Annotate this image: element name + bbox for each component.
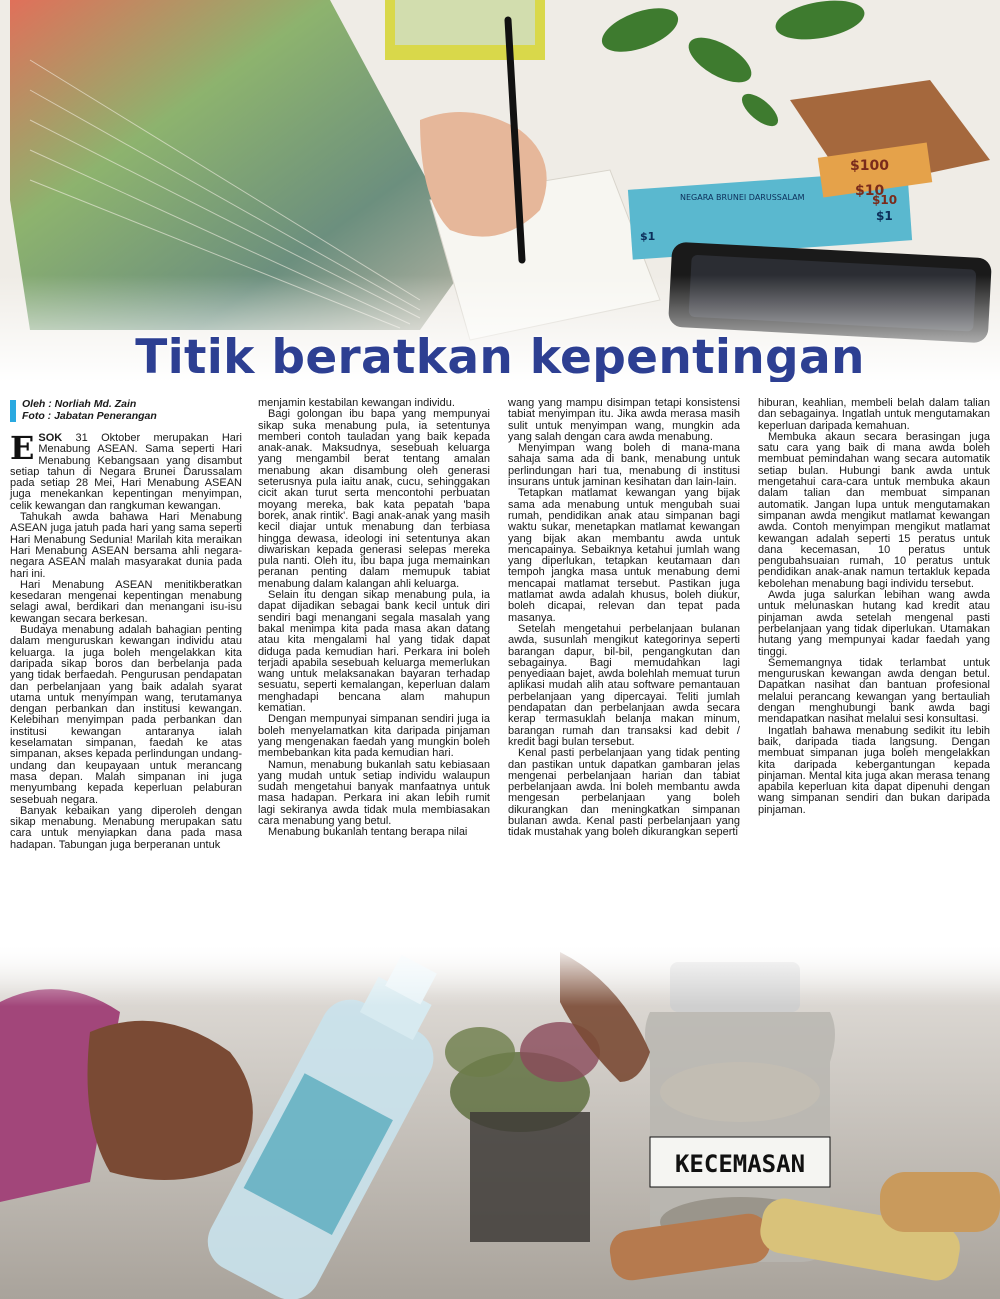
paragraph: Awda juga salurkan lebihan wang awda untuk melunaskan hutang kad kredit atau pinjaman awda setelah mengenal pasti perbelanjaan yang tidak diperlukan. Utamakan hutang yang mempunyai kadar faedah yang tinggi. [758, 589, 990, 658]
article-column-4 [758, 398, 990, 816]
paragraph [10, 429, 242, 512]
article-column-2 [258, 398, 490, 839]
paragraph: Ingatlah bahawa menabung sedikit itu lebih baik, daripada tiada langsung. Dengan membuat simpanan juga boleh mengelakkan kita daripada kebergantungan kepada pinjaman. Mental kita juga akan merasa tenang apabila keperluan kita dapat dipenuhi dengan wang simpanan sendiri dan bukan daripada pinjaman. [758, 724, 990, 816]
paragraph: menjamin kestabilan kewangan individu. [258, 397, 455, 409]
photo-credit: Foto : Jabatan Penerangan [22, 410, 157, 422]
bottom-photo-illustration [0, 942, 1000, 1299]
paragraph: Kenal pasti perbelanjaan yang tidak penting dan pastikan untuk dapatkan gambaran jelas mengenai perbelanjaan harian dan tabiat perbelanjaan awda. Ini boleh membantu awda mengesan perbelanjaan yang boleh dikurangkan dan meningkatkan simpanan bulanan awda. Kenal pasti perbelanjaan yang tidak mustahak yang boleh dikurangkan seperti [508, 747, 740, 839]
paragraph: Tetapkan matlamat kewangan yang bijak sama ada menabung untuk mengubah suai rumah, pendidikan anak atau simpanan bagi waktu sukar, menetapkan matlamat kewangan yang bijak akan membantu awda untuk mencapainya. Sebaiknya ketahui jumlah wang yang diperlukan, tetapkan keutamaan dan tempoh jangka masa untuk menabung demi mencapai matlamat tersebut. Pastikan juga matlamat awda adalah khusus, boleh diukur, boleh dicapai, relevan dan tepat pada masanya. [508, 487, 740, 624]
paragraph: Hari Menabung ASEAN menitikberatkan kesedaran mengenai kepentingan menabung selagi awal, berdikari dan menangani isu-isu kewangan secara berkesan. [10, 578, 242, 625]
paragraph: hiburan, keahlian, membeli belah dalam talian dan sebagainya. Ingatlah untuk mengutamakan keperluan daripada kemahuan. [758, 397, 990, 432]
paragraph-text: 31 Oktober merupakan Hari Menabung ASEAN. Sama seperti Hari Menabung Kebangsaan yang disambut setiap tahun di Negara Brunei Darussalam pada setiap 28 Mei, Hari Menabung ASEAN juga menekankan kepentingan menyimpan, celik kewangan dan rangkuman kewangan. [10, 432, 242, 512]
article-column-1 [10, 429, 242, 851]
paragraph: Menyimpan wang boleh di mana-mana sahaja sama ada di bank, menabung untuk perlindungan hari tua, menabung di institusi insurans untuk jaminan kesihatan dan lain-lain. [508, 442, 740, 489]
paragraph: Membuka akaun secara berasingan juga satu cara yang baik di mana awda boleh membuat pemindahan wang secara automatik setiap bulan. Hubungi bank awda untuk mengetahui cara-cara untuk membuka akaun dalam talian dan membuat simpanan automatik. Jangan lupa untuk mengutamakan simpanan awda mengikut matlamat kewangan awda. Contoh menyimpan mengikut matlamat kewangan adalah seperti 15 peratus untuk dana kecemasan, 10 peratus untuk pengubahsuaian rumah, 10 peratus untuk pendidikan anak-anak namun tertakluk kepada kebolehan menabung bagi individu tersebut. [758, 430, 990, 590]
paragraph: Budaya menabung adalah bahagian penting dalam menguruskan kewangan individu atau keluarga. Ia juga boleh mengelakkan kita daripada sikap boros dan berbelanja pada yang tidak berfaedah. Pengurusan pendapatan dan perbelanjaan yang baik adalah syarat utama untuk menyimpan wang, terutamanya dengan perbankan dan institusi kewangan. Kelebihan menyimpan pada perbankan dan institusi kewangan antaranya ialah keselamatan simpanan, faedah ke atas simpanan, akses kepada perlindungan undang-undang dan keupayaan untuk merancang masa depan. Malah simpanan ini juga menyumbang kepada keperluan pelaburan sesebuah negara. [10, 624, 242, 806]
headline: Titik beratkan kepentingan [135, 330, 865, 382]
byline [10, 398, 242, 422]
author-credit: Oleh : Norliah Md. Zain [22, 398, 137, 410]
paragraph: Banyak kebaikan yang diperoleh dengan sikap menabung. Menabung merupakan satu cara untuk menyiapkan dana pada masa hadapan. Tabungan juga berperanan untuk [10, 804, 242, 851]
paragraph: Sememangnya tidak terlambat untuk menguruskan kewangan awda dengan betul. Dapatkan nasihat dan bantuan profesional melalui perancang kewangan yang bertauliah dengan menghubungi bank awda bagi mendapatkan nasihat melalui sesi konsultasi. [758, 656, 990, 726]
paragraph: Dengan mempunyai simpanan sendiri juga ia boleh menyelamatkan kita daripada pinjaman yang mengenakan faedah yang mungkin boleh membebankan kita pada kemudian hari. [258, 713, 490, 760]
paragraph: Namun, menabung bukanlah satu kebiasaan yang mudah untuk setiap individu walaupun sudah mengetahui banyak manfaatnya untuk masa hadapan. Perkara ini akan lebih rumit lagi sekiranya awda tidak mula membiasakan cara menabung yang betul. [258, 758, 490, 827]
byline-accent-bar [10, 400, 16, 422]
article-column-3 [508, 398, 740, 839]
paragraph: Bagi golongan ibu bapa yang mempunyai sikap suka menabung pula, ia setentunya memberi contoh tauladan yang baik kepada anak-anak. Maksudnya, sesebuah keluarga yang mengambil berat tentang amalan menabung akan disambung oleh generasi seterusnya pula iaitu anak, cucu, sehinggakan cicit akan turut serta mencontohi perbuatan moyang mereka, bak kata pepatah 'bapa borek, anak rintik'. Bagi anak-anak yang masih kecil diajar untuk menabung dan terbiasa hingga dewasa, ideologi ini setentunya akan diwariskan kepada generasi selepas mereka pula nanti. Oleh itu, ibu bapa juga memainkan peranan penting dalam memupuk tabiat menabung dalam kalangan ahli keluarga. [258, 408, 490, 590]
lead-word: SOK [38, 432, 63, 444]
paragraph: Menabung bukanlah tentang berapa nilai [268, 826, 468, 839]
paragraph: wang yang mampu disimpan tetapi konsistensi tabiat menyimpan itu. Jika awda merasa masih sulit untuk menyimpan wang, mungkin ada yang salah dengan cara awda menabung. [508, 397, 740, 443]
paragraph: Tahukah awda bahawa Hari Menabung ASEAN juga jatuh pada hari yang sama seperti Hari Menabung Sedunia! Marilah kita meraikan Hari Menabung ASEAN bersama ahli negara-negara ASEAN malah masyarakat dunia pada hari ini. [10, 511, 242, 580]
paragraph: Selain itu dengan sikap menabung pula, ia dapat dijadikan sebagai bank kecil untuk diri sendiri bagi menangani segala masalah yang bakal menimpa kita pada masa akan datang atau kita mengalami hal yang tidak dapat diduga pada kemudian hari. Perkara ini boleh terjadi apabila sesebuah keluarga memerlukan wang untuk melaksanakan bayaran terhadap sesuatu, seperti kemalangan, keperluan dalam menghadapi bencana alam mahupun kematian. [258, 589, 490, 715]
hero-photo [0, 0, 1000, 382]
bottom-photo [0, 942, 1000, 1299]
paragraph: Setelah mengetahui perbelanjaan bulanan awda, susunlah mengikut kategorinya seperti barangan dapur, bil-bil, pengangkutan dan sebagainya. Bagi memudahkan lagi penyediaan bajet, awda bolehlah memuat turun aplikasi mudah alih atau software pemantauan perbelanjaan yang dipercayai. Teliti jumlah pendapatan dan perbelanjaan awda secara kerap termasuklah belanja makan minum, barangan rumah dan transaksi kad debit / kredit bagi bulan tersebut. [508, 622, 740, 748]
hero-photo-illustration [0, 0, 1000, 382]
drop-cap: E [10, 429, 35, 467]
